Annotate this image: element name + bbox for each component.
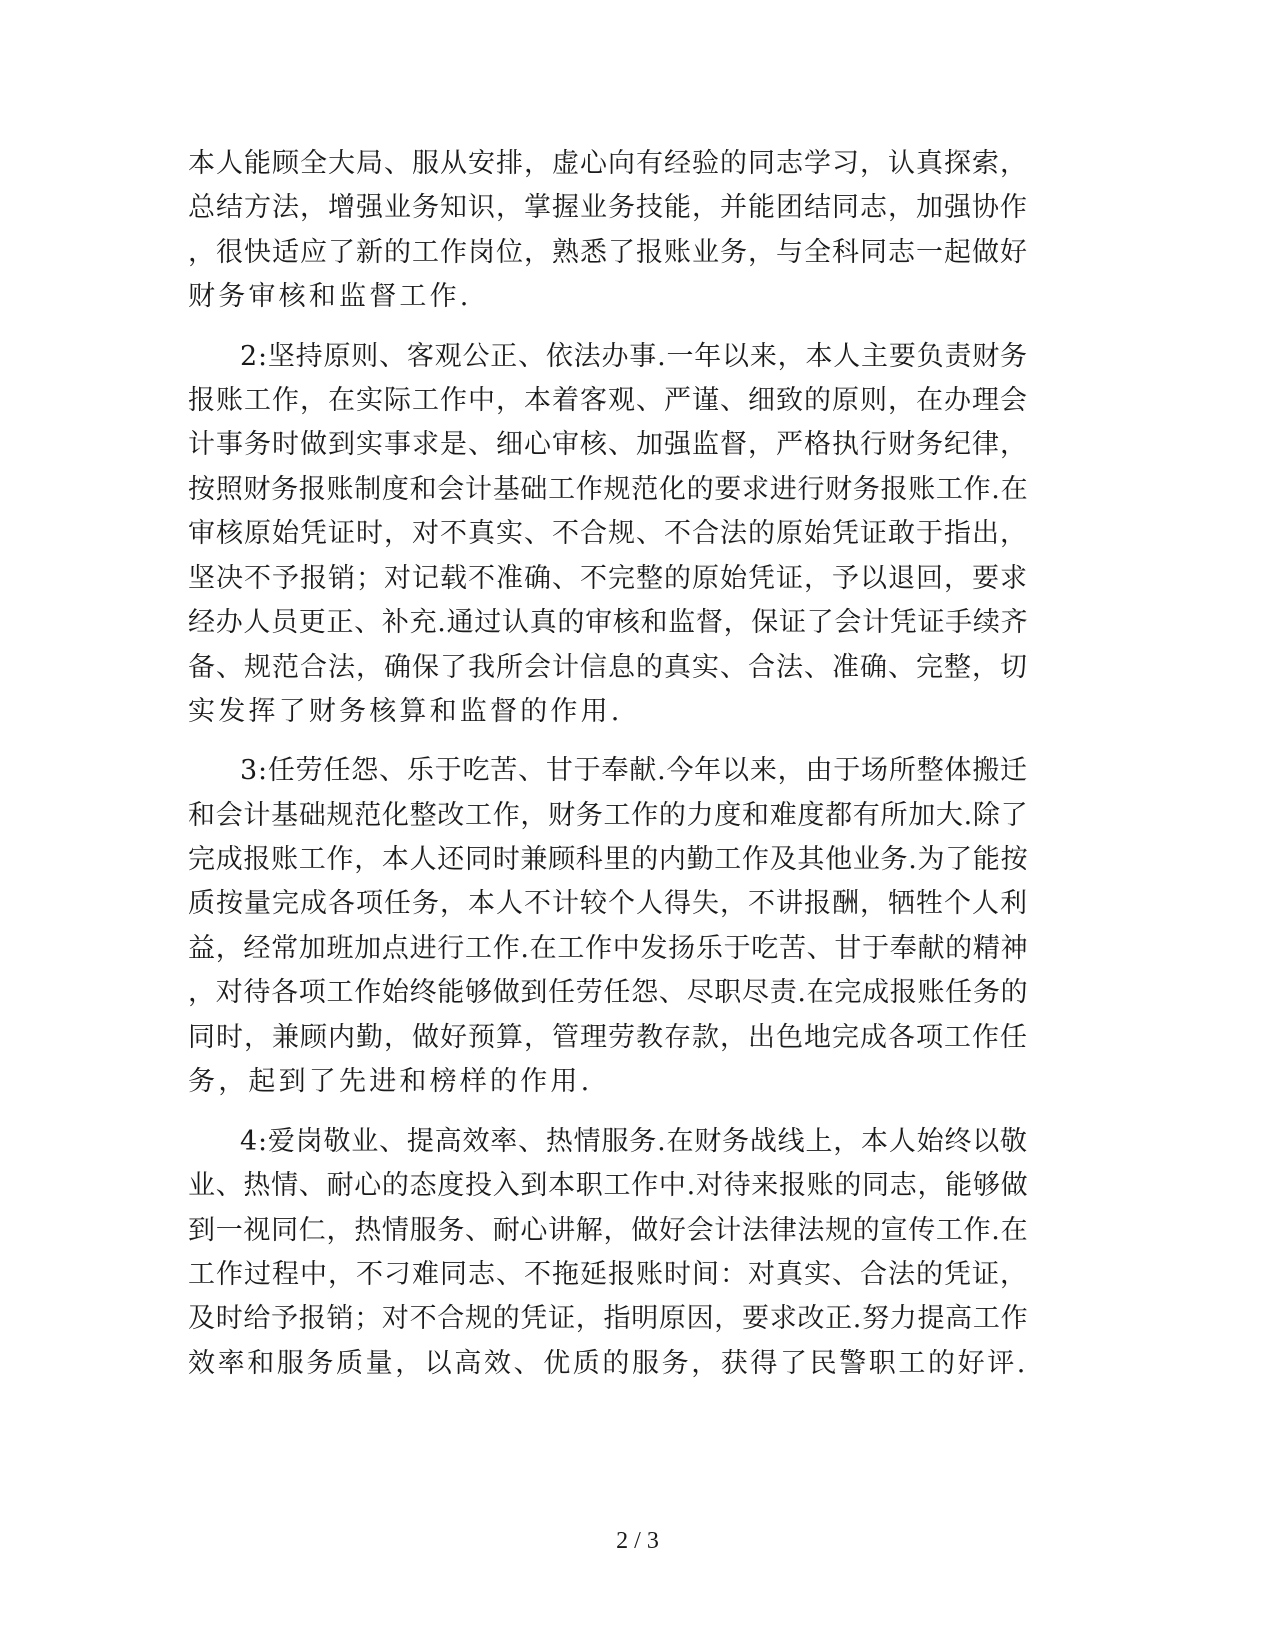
text-line: 同时，兼顾内勤，做好预算，管理劳教存款，出色地完成各项工作任 [188, 1022, 1028, 1053]
text-line: 审核原始凭证时，对不真实、不合规、不合法的原始凭证敢于指出， [188, 518, 1028, 549]
text-line: 益，经常加班加点进行工作.在工作中发扬乐于吃苦、甘于奉献的精神 [188, 933, 1029, 964]
paragraph-4-start: 4:爱岗敬业、提高效率、热情服务.在财务战线上，本人始终以敬 [240, 1126, 1028, 1157]
text-line: 工作过程中，不刁难同志、不拖延报账时间：对真实、合法的凭证， [188, 1259, 1028, 1290]
text-line: 按照财务报账制度和会计基础工作规范化的要求进行财务报账工作.在 [188, 474, 1029, 505]
text-line: ，很快适应了新的工作岗位，熟悉了报账业务，与全科同志一起做好 [188, 237, 1028, 268]
text-line: 总结方法，增强业务知识，掌握业务技能，并能团结同志，加强协作 [188, 192, 1028, 223]
text-line: 财务审核和监督工作. [188, 281, 472, 312]
text-line: 务，起到了先进和榜样的作用. [188, 1066, 593, 1097]
text-line: 坚决不予报销；对记载不准确、不完整的原始凭证，予以退回，要求 [188, 563, 1028, 594]
text-line: 质按量完成各项任务，本人不计较个人得失，不讲报酬，牺牲个人利 [188, 888, 1028, 919]
page-number: 2 / 3 [616, 1528, 659, 1554]
text-line: ，对待各项工作始终能够做到任劳任怨、尽职尽责.在完成报账任务的 [188, 977, 1029, 1008]
text-line: 本人能顾全大局、服从安排，虚心向有经验的同志学习，认真探索， [188, 148, 1028, 179]
paragraph-3-start: 3:任劳任怨、乐于吃苦、甘于奉献.今年以来，由于场所整体搬迁 [240, 755, 1028, 786]
text-line: 和会计基础规范化整改工作，财务工作的力度和难度都有所加大.除了 [188, 800, 1029, 831]
text-line: 业、热情、耐心的态度投入到本职工作中.对待来报账的同志，能够做 [188, 1170, 1029, 1201]
text-line: 实发挥了财务核算和监督的作用. [188, 696, 623, 727]
text-line: 到一视同仁，热情服务、耐心讲解，做好会计法律法规的宣传工作.在 [188, 1215, 1029, 1246]
text-line: 完成报账工作，本人还同时兼顾科里的内勤工作及其他业务.为了能按 [188, 844, 1029, 875]
text-line: 计事务时做到实事求是、细心审核、加强监督，严格执行财务纪律， [188, 429, 1028, 460]
text-line: 及时给予报销；对不合规的凭证，指明原因，要求改正.努力提高工作 [188, 1303, 1029, 1334]
text-line: 效率和服务质量，以高效、优质的服务，获得了民警职工的好评. [188, 1348, 1028, 1379]
text-line: 备、规范合法，确保了我所会计信息的真实、合法、准确、完整，切 [188, 652, 1028, 683]
text-line: 报账工作，在实际工作中，本着客观、严谨、细致的原则，在办理会 [188, 385, 1028, 416]
text-line: 经办人员更正、补充.通过认真的审核和监督，保证了会计凭证手续齐 [188, 607, 1029, 638]
paragraph-2-start: 2:坚持原则、客观公正、依法办事.一年以来，本人主要负责财务 [240, 341, 1028, 372]
